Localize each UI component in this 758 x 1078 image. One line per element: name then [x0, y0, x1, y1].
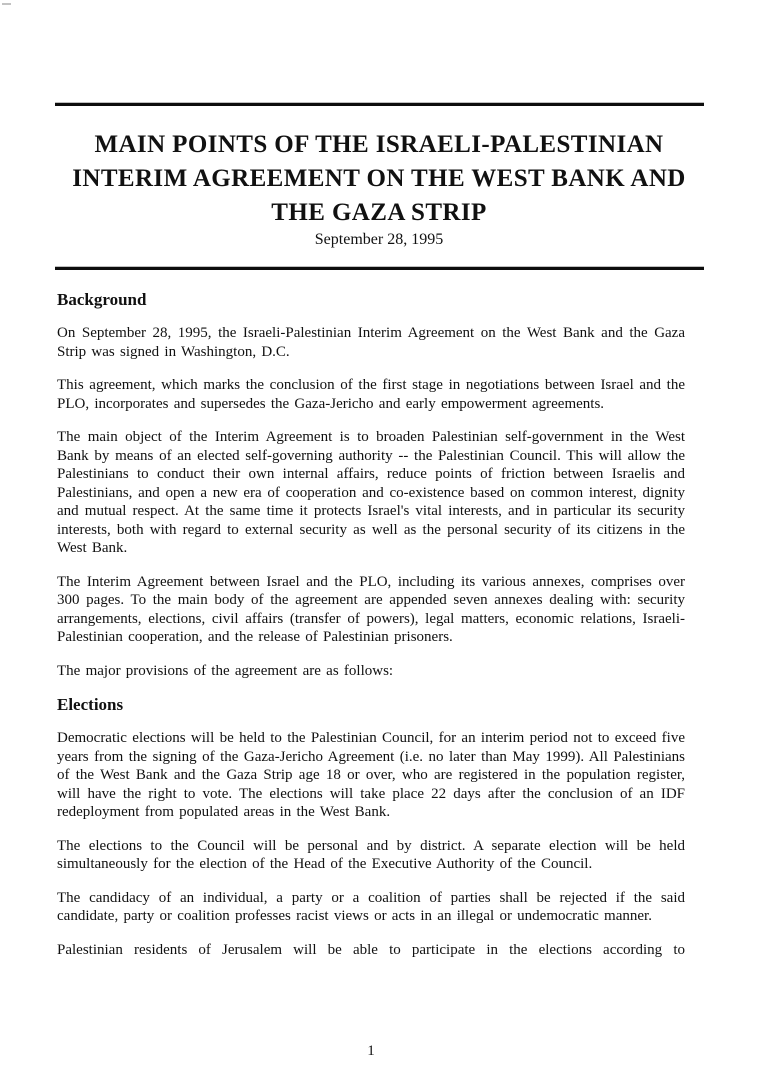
paragraph-background-2: This agreement, which marks the conclusion of the first stage in negotiations between Israel and the PLO, incorporates and supersedes the Gaza-Jericho and early empowerment agreements. — [57, 377, 685, 412]
paragraph-elections-4: Palestinian residents of Jerusalem will be able to participate in the elections according to — [57, 941, 685, 958]
title-line-2: INTERIM AGREEMENT ON THE WEST BANK AND — [72, 165, 686, 192]
paragraph-elections-2: The elections to the Council will be personal and by district. A separate election will be held simultaneously for the election of the Head of the Executive Authority of the Council. — [57, 837, 685, 872]
paragraph-background-4: The Interim Agreement between Israel and the PLO, including its various annexes, comprises over 300 pages. To the main body of the agreement are appended seven annexes dealing with: security arrangements, elections, civil affairs (transfer of powers), legal matters, economic relations, Israeli-Palestinian cooperation, and the release of Palestinian prisoners. — [57, 573, 685, 645]
section-heading-elections: Elections — [57, 695, 124, 714]
document-date: September 28, 1995 — [314, 231, 444, 248]
paragraph-elections-1: Democratic elections will be held to the Palestinian Council, for an interim period not to exceed five years from the signing of the Gaza-Jericho Agreement (i.e. no later than May 1999). All Palestinians of the West Bank and the Gaza Strip age 18 or over, who are registered in the population register, will have the right to vote. The elections will take place 22 days after the conclusion of an IDF redeployment from populated areas in the West Bank. — [57, 730, 685, 820]
section-heading-background: Background — [57, 290, 147, 309]
document-title — [0, 128, 758, 230]
page-number: 1 — [367, 1043, 375, 1059]
title-line-1: MAIN POINTS OF THE ISRAELI-PALESTINIAN — [94, 131, 664, 158]
paragraph-background-3: The main object of the Interim Agreement is to broaden Palestinian self-government in the West Bank by means of an elected self-governing authority -- the Palestinian Council. This will allow the Palestinians to conduct their own internal affairs, reduce points of friction between Israelis and Palestinians, and open a new era of cooperation and co-existence based on common interest, dignity and mutual respect. At the same time it protects Israel's vital interests, and in particular its security interests, both with regard to external security as well as the personal security of its citizens in the West Bank. — [57, 429, 685, 556]
scan-artifact — [2, 3, 11, 5]
top-divider-rule — [55, 103, 704, 106]
paragraph-background-1: On September 28, 1995, the Israeli-Palestinian Interim Agreement on the West Bank and the Gaza Strip was signed in Washington, D.C. — [57, 325, 685, 360]
paragraph-elections-3: The candidacy of an individual, a party or a coalition of parties shall be rejected if the said candidate, party or coalition professes racist views or acts in an illegal or undemocratic manner. — [57, 889, 685, 924]
document-body — [57, 290, 685, 959]
paragraph-background-5: The major provisions of the agreement are as follows: — [57, 662, 394, 679]
title-bottom-divider-rule — [55, 267, 704, 270]
title-line-3: THE GAZA STRIP — [271, 199, 487, 226]
